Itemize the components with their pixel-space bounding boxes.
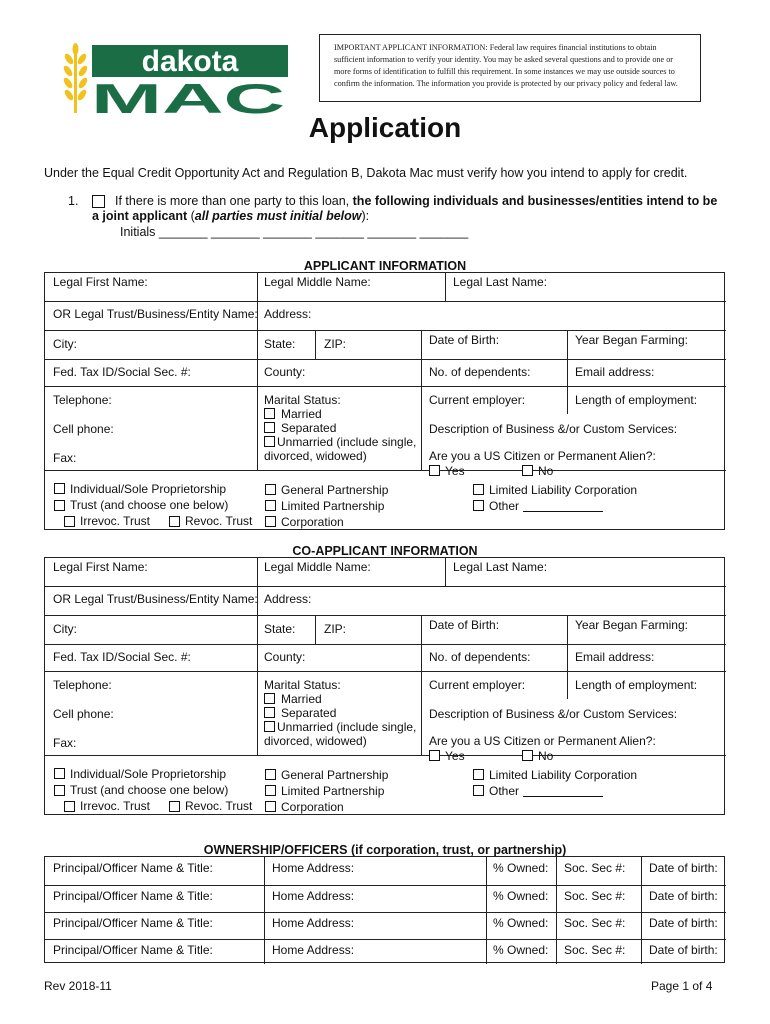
applicant-middle-name-label: Legal Middle Name: <box>264 275 371 289</box>
applicant-sole-prop-checkbox[interactable] <box>54 483 65 494</box>
intro-text: Under the Equal Credit Opportunity Act and Regulation B, Dakota Mac must verify how you intend to apply for credit. <box>44 166 688 180</box>
ownership-dob-label: Date of birth: <box>649 889 718 903</box>
applicant-irrevoc-trust-label: Irrevoc. Trust <box>80 514 151 528</box>
coapplicant-hline <box>45 671 726 672</box>
ownership-percent-owned-label: % Owned: <box>493 916 549 930</box>
coapplicant-citizen-no-checkbox[interactable] <box>522 750 533 761</box>
coapplicant-llc-checkbox[interactable] <box>473 769 484 780</box>
coapplicant-trust-label: Trust (and choose one below) <box>70 783 229 797</box>
applicant-revoc-trust-label: Revoc. Trust <box>185 514 253 528</box>
ownership-ssn-label: Soc. Sec #: <box>564 943 626 957</box>
applicant-zip-label: ZIP: <box>324 337 347 351</box>
applicant-vline <box>315 330 316 359</box>
initials-fields[interactable]: Initials _______ _______ _______ _______ _______ _______ <box>120 225 469 239</box>
ownership-home-address-label: Home Address: <box>272 889 355 903</box>
coapplicant-vline <box>315 615 316 644</box>
applicant-vline <box>567 386 568 414</box>
coapplicant-sole-prop-label: Individual/Sole Proprietorship <box>70 767 227 781</box>
ownership-dob-label: Date of birth: <box>649 943 718 957</box>
coapplicant-other-checkbox[interactable] <box>473 785 484 796</box>
applicant-county-label: County: <box>264 365 306 379</box>
dakota-mac-logo <box>62 43 290 115</box>
applicant-irrevoc-trust-checkbox[interactable] <box>64 516 75 527</box>
coapplicant-irrevoc-trust-label: Irrevoc. Trust <box>80 799 151 813</box>
coapplicant-hline <box>45 586 726 587</box>
applicant-marital-status-label: Marital Status: <box>264 393 341 407</box>
coapplicant-dob-label: Date of Birth: <box>429 618 500 632</box>
applicant-citizen-no-checkbox[interactable] <box>522 465 533 476</box>
applicant-year-farming-label: Year Began Farming: <box>575 333 688 347</box>
applicant-married-checkbox[interactable] <box>264 408 275 419</box>
ownership-percent-owned-label: % Owned: <box>493 861 549 875</box>
coapplicant-year-farming-label: Year Began Farming: <box>575 618 688 632</box>
ownership-officer-name-label: Principal/Officer Name & Title: <box>53 916 213 930</box>
coapplicant-citizen-label: Are you a US Citizen or Permanent Alien?: <box>429 734 656 748</box>
ownership-home-address-label: Home Address: <box>272 916 355 930</box>
applicant-revoc-trust-checkbox[interactable] <box>169 516 180 527</box>
applicant-hline <box>45 470 726 471</box>
coapplicant-other-input[interactable] <box>523 784 603 797</box>
coapplicant-married-checkbox[interactable] <box>264 693 275 704</box>
coapplicant-vline <box>445 558 446 586</box>
coapplicant-separated-checkbox[interactable] <box>264 707 275 718</box>
applicant-city-label: City: <box>53 337 77 351</box>
coapplicant-email-label: Email address: <box>575 650 655 664</box>
coapplicant-employment-length-label: Length of employment: <box>575 678 698 692</box>
applicant-taxid-label: Fed. Tax ID/Social Sec. #: <box>53 365 191 379</box>
applicant-state-label: State: <box>264 337 296 351</box>
ownership-col-line <box>641 857 642 964</box>
applicant-hline <box>45 330 726 331</box>
coapplicant-separated-label: Separated <box>281 706 337 720</box>
applicant-last-name-label: Legal Last Name: <box>453 275 548 289</box>
joint-applicant-text: a joint applicant <box>92 209 188 223</box>
coapplicant-county-label: County: <box>264 650 306 664</box>
ownership-row-line <box>45 912 726 913</box>
ownership-title: OWNERSHIP/OFFICERS (if corporation, trust, or partnership) <box>203 843 567 857</box>
ownership-col-line <box>264 857 265 964</box>
applicant-llc-label: Limited Liability Corporation <box>489 483 638 497</box>
coapplicant-hline <box>45 644 726 645</box>
applicant-corp-checkbox[interactable] <box>265 516 276 527</box>
applicant-first-name-label: Legal First Name: <box>53 275 148 289</box>
coapplicant-dependents-label: No. of dependents: <box>429 650 531 664</box>
ownership-ssn-label: Soc. Sec #: <box>564 861 626 875</box>
applicant-separated-checkbox[interactable] <box>264 422 275 433</box>
coapplicant-entity-name-label: OR Legal Trust/Business/Entity Name: <box>53 592 258 606</box>
page-number: Page 1 of 4 <box>651 979 713 993</box>
coapplicant-taxid-label: Fed. Tax ID/Social Sec. #: <box>53 650 191 664</box>
applicant-vline <box>445 273 446 301</box>
applicant-fax-label: Fax: <box>53 451 77 465</box>
coapplicant-unmarried-label: Unmarried (include single, <box>277 720 417 734</box>
applicant-married-label: Married <box>281 407 322 421</box>
coapplicant-middle-name-label: Legal Middle Name: <box>264 560 371 574</box>
important-notice: IMPORTANT APPLICANT INFORMATION: Federal law requires financial institutions to obtain sufficient information to verify your identity. You may be asked several questions and to provide one or more forms of identification to fulfill this requirement. In some instances we may use outside sources to confirm the information. The information you provide is protected by our privacy policy and federal law. <box>319 34 701 102</box>
coapplicant-vline <box>567 615 568 671</box>
coapplicant-married-label: Married <box>281 692 322 706</box>
coapplicant-first-name-label: Legal First Name: <box>53 560 148 574</box>
ownership-home-address-label: Home Address: <box>272 943 355 957</box>
ownership-col-line <box>556 857 557 964</box>
coapplicant-unmarried-label-2: divorced, widowed) <box>264 734 367 748</box>
coapplicant-last-name-label: Legal Last Name: <box>453 560 548 574</box>
coapplicant-vline <box>257 558 258 755</box>
ownership-percent-owned-label: % Owned: <box>493 889 549 903</box>
ownership-officer-name-label: Principal/Officer Name & Title: <box>53 861 213 875</box>
applicant-gp-checkbox[interactable] <box>265 484 276 495</box>
ownership-officer-name-label: Principal/Officer Name & Title: <box>53 889 213 903</box>
coapplicant-sole-prop-checkbox[interactable] <box>54 768 65 779</box>
coapplicant-gp-label: General Partnership <box>281 768 389 782</box>
applicant-sole-prop-label: Individual/Sole Proprietorship <box>70 482 227 496</box>
paren-open: ( <box>187 209 195 223</box>
coapplicant-title: CO-APPLICANT INFORMATION <box>292 544 478 558</box>
applicant-grid <box>44 272 725 530</box>
coapplicant-revoc-trust-label: Revoc. Trust <box>185 799 253 813</box>
applicant-trust-label: Trust (and choose one below) <box>70 498 229 512</box>
coapplicant-hline <box>45 755 726 756</box>
applicant-hline <box>45 359 726 360</box>
coapplicant-llc-label: Limited Liability Corporation <box>489 768 638 782</box>
applicant-dob-label: Date of Birth: <box>429 333 500 347</box>
ownership-row-line <box>45 939 726 940</box>
coapplicant-lp-label: Limited Partnership <box>281 784 385 798</box>
ownership-table <box>44 856 725 963</box>
coapplicant-vline <box>567 671 568 699</box>
coapplicant-marital-status-label: Marital Status: <box>264 678 341 692</box>
applicant-cell-phone-label: Cell phone: <box>53 422 114 436</box>
applicant-business-description-label: Description of Business &/or Custom Services: <box>429 422 678 436</box>
applicant-unmarried-label-2: divorced, widowed) <box>264 449 367 463</box>
applicant-entity-name-label: OR Legal Trust/Business/Entity Name: <box>53 307 258 321</box>
svg-text:MAC: MAC <box>91 75 285 115</box>
ownership-row-line <box>45 885 726 886</box>
coapplicant-cell-phone-label: Cell phone: <box>53 707 114 721</box>
applicant-hline <box>45 386 726 387</box>
paren-close: ): <box>361 209 370 223</box>
page-title: Application <box>308 112 462 143</box>
applicant-other-input[interactable] <box>523 499 603 512</box>
ownership-dob-label: Date of birth: <box>649 861 718 875</box>
coapplicant-gp-checkbox[interactable] <box>265 769 276 780</box>
applicant-lp-label: Limited Partnership <box>281 499 385 513</box>
applicant-vline <box>421 330 422 470</box>
wheat-icon <box>62 43 89 113</box>
applicant-citizen-yes-label: Yes <box>445 464 465 478</box>
coapplicant-fax-label: Fax: <box>53 736 77 750</box>
applicant-citizen-label: Are you a US Citizen or Permanent Alien?: <box>429 449 656 463</box>
revision-label: Rev 2018-11 <box>44 979 112 993</box>
ownership-officer-name-label: Principal/Officer Name & Title: <box>53 943 213 957</box>
question-text: If there is more than one party to this loan, <box>115 194 353 208</box>
ownership-col-line <box>486 857 487 964</box>
ownership-home-address-label: Home Address: <box>272 861 355 875</box>
question-number: 1. <box>68 194 79 208</box>
question-bold-text: the following individuals and businesses/entities intend to be <box>352 194 718 208</box>
ownership-percent-owned-label: % Owned: <box>493 943 549 957</box>
applicant-employer-label: Current employer: <box>429 393 526 407</box>
coapplicant-irrevoc-trust-checkbox[interactable] <box>64 801 75 812</box>
applicant-vline <box>257 273 258 470</box>
applicant-employment-length-label: Length of employment: <box>575 393 698 407</box>
applicant-unmarried-label: Unmarried (include single, <box>277 435 417 449</box>
applicant-citizen-no-label: No <box>538 464 554 478</box>
applicant-llc-checkbox[interactable] <box>473 484 484 495</box>
applicant-telephone-label: Telephone: <box>53 393 112 407</box>
applicant-unmarried-checkbox[interactable] <box>264 436 275 447</box>
coapplicant-citizen-no-label: No <box>538 749 554 763</box>
coapplicant-unmarried-checkbox[interactable] <box>264 721 275 732</box>
applicant-vline <box>567 330 568 386</box>
coapplicant-citizen-yes-checkbox[interactable] <box>429 750 440 761</box>
coapplicant-zip-label: ZIP: <box>324 622 347 636</box>
applicant-separated-label: Separated <box>281 421 337 435</box>
applicant-hline <box>45 301 726 302</box>
applicant-dependents-label: No. of dependents: <box>429 365 531 379</box>
coapplicant-address-label: Address: <box>264 592 312 606</box>
initial-instruction: all parties must initial below <box>194 209 362 223</box>
coapplicant-hline <box>45 615 726 616</box>
applicant-other-checkbox[interactable] <box>473 500 484 511</box>
coapplicant-lp-checkbox[interactable] <box>265 785 276 796</box>
coapplicant-trust-checkbox[interactable] <box>54 785 65 796</box>
applicant-corp-label: Corporation <box>281 515 344 529</box>
applicant-trust-checkbox[interactable] <box>54 500 65 511</box>
ownership-ssn-label: Soc. Sec #: <box>564 889 626 903</box>
coapplicant-corp-label: Corporation <box>281 800 344 814</box>
coapplicant-citizen-yes-label: Yes <box>445 749 465 763</box>
applicant-citizen-yes-checkbox[interactable] <box>429 465 440 476</box>
svg-text:dakota: dakota <box>141 45 239 78</box>
ownership-ssn-label: Soc. Sec #: <box>564 916 626 930</box>
coapplicant-vline <box>421 615 422 755</box>
coapplicant-telephone-label: Telephone: <box>53 678 112 692</box>
coapplicant-revoc-trust-checkbox[interactable] <box>169 801 180 812</box>
coapplicant-state-label: State: <box>264 622 296 636</box>
applicant-gp-label: General Partnership <box>281 483 389 497</box>
coapplicant-grid <box>44 557 725 815</box>
applicant-lp-checkbox[interactable] <box>265 500 276 511</box>
coapplicant-business-description-label: Description of Business &/or Custom Services: <box>429 707 678 721</box>
applicant-other-label: Other <box>489 499 520 513</box>
coapplicant-other-label: Other <box>489 784 520 798</box>
applicant-address-label: Address: <box>264 307 312 321</box>
ownership-dob-label: Date of birth: <box>649 916 718 930</box>
applicant-email-label: Email address: <box>575 365 655 379</box>
applicant-title: APPLICANT INFORMATION <box>303 259 467 273</box>
coapplicant-city-label: City: <box>53 622 77 636</box>
coapplicant-employer-label: Current employer: <box>429 678 526 692</box>
coapplicant-corp-checkbox[interactable] <box>265 801 276 812</box>
